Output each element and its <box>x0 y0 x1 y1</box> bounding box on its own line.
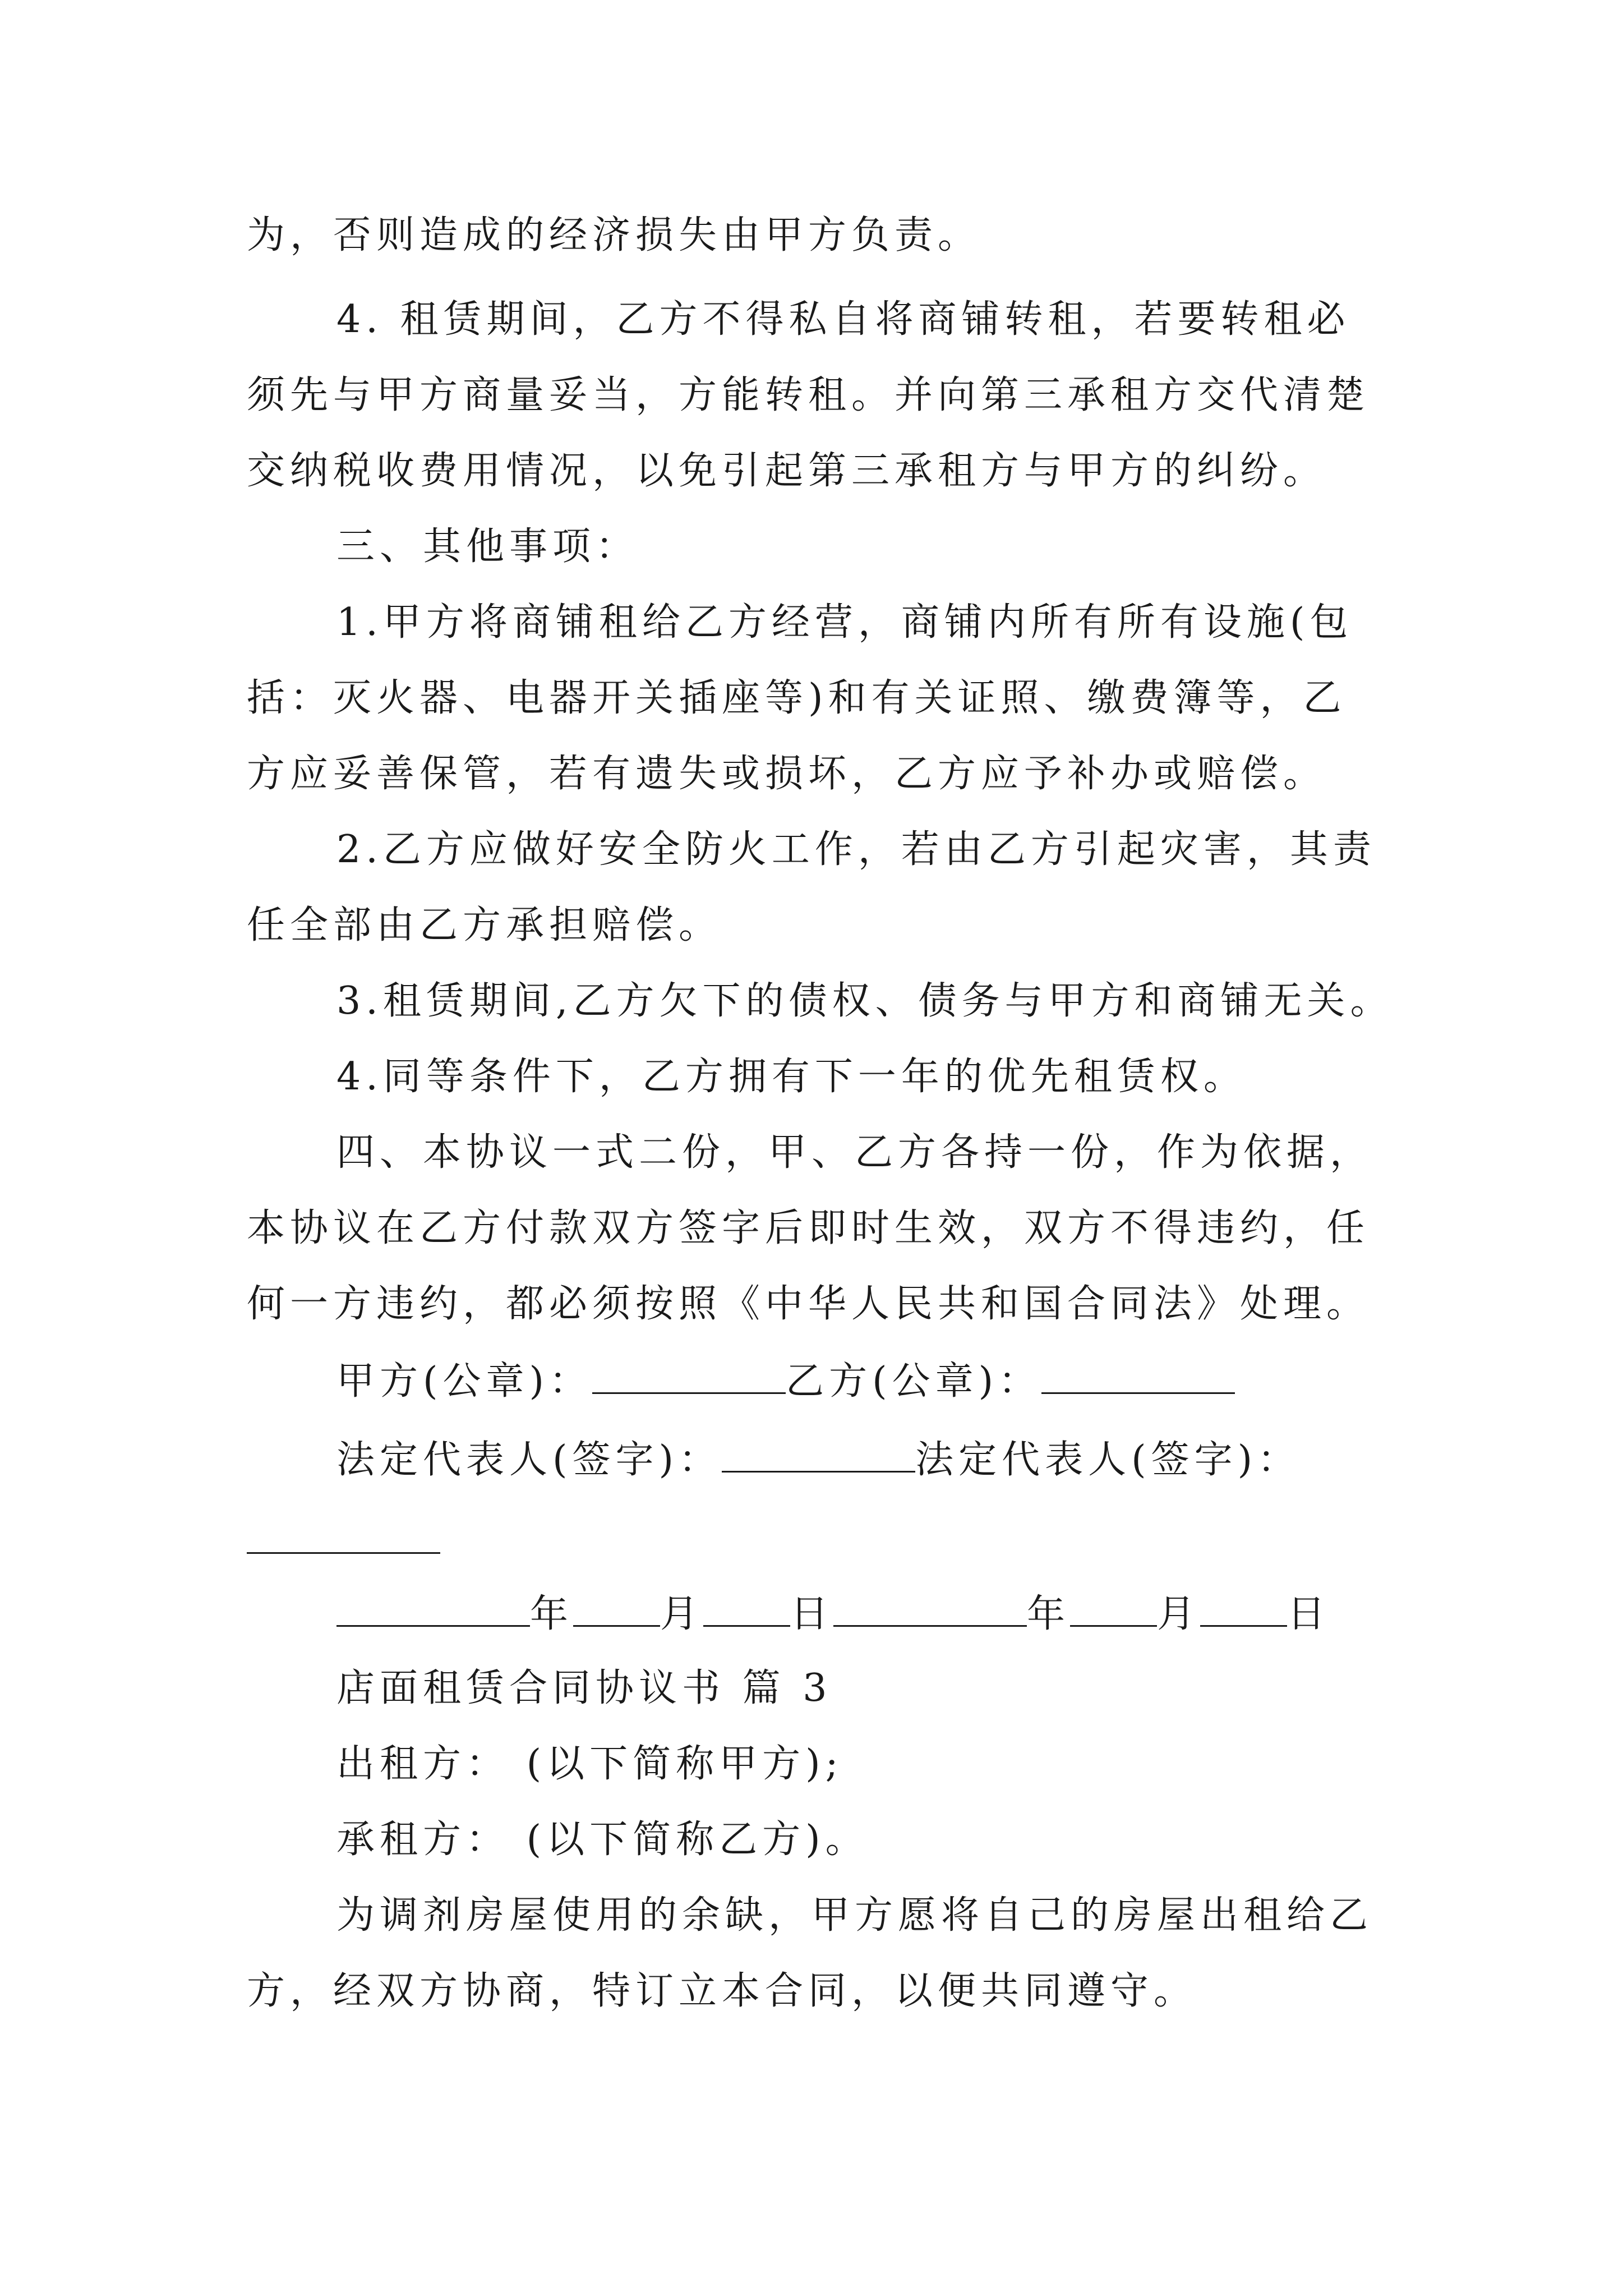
rep-a-blank <box>722 1436 915 1473</box>
rep-b-label: 法定代表人(签字)： <box>915 1438 1301 1482</box>
paragraph-line: 方应妥善保管，若有遗失或损坏，乙方应予补办或赔偿。 <box>247 752 1327 796</box>
day-label: 日 <box>790 1592 834 1636</box>
seal-line <box>336 1358 1235 1404</box>
year-blank <box>336 1590 530 1627</box>
section-title: 店面租赁合同协议书 篇 3 <box>336 1666 832 1710</box>
party-a-seal-blank <box>592 1358 786 1394</box>
month-label: 月 <box>1157 1592 1201 1636</box>
rep-b-blank <box>247 1517 440 1554</box>
party-b-seal-blank <box>1041 1358 1235 1394</box>
year-blank <box>833 1590 1027 1627</box>
paragraph-line: 四、本协议一式二份，甲、乙方各持一份，作为依据， <box>336 1130 1373 1175</box>
rep-b-blank-line <box>247 1517 440 1564</box>
month-blank <box>1070 1590 1157 1627</box>
date-line <box>336 1590 1330 1637</box>
year-label: 年 <box>530 1592 574 1636</box>
rep-a-label: 法定代表人(签字)： <box>336 1438 722 1482</box>
section-heading: 三、其他事项： <box>336 524 639 569</box>
lessee-line: 承租方： (以下简称乙方)。 <box>336 1818 869 1862</box>
paragraph-line: 为调剂房屋使用的余缺，甲方愿将自己的房屋出租给乙 <box>336 1893 1373 1938</box>
paragraph-line: 交纳税收费用情况，以免引起第三承租方与甲方的纠纷。 <box>247 449 1327 493</box>
paragraph-line: 方，经双方协商，特订立本合同，以便共同遵守。 <box>247 1969 1197 2013</box>
year-label: 年 <box>1027 1592 1071 1636</box>
representative-line <box>336 1436 1301 1483</box>
paragraph-line: 4.同等条件下，乙方拥有下一年的优先租赁权。 <box>336 1055 1247 1099</box>
day-blank <box>1200 1590 1287 1627</box>
paragraph-line: 何一方违约，都必须按照《中华人民共和国合同法》处理。 <box>247 1282 1370 1326</box>
paragraph-line: 本协议在乙方付款双方签字后即时生效，双方不得违约，任 <box>247 1206 1370 1250</box>
party-b-seal-label: 乙方(公章)： <box>786 1359 1042 1404</box>
paragraph-line: 任全部由乙方承担赔偿。 <box>247 903 722 947</box>
paragraph-line: 为，否则造成的经济损失由甲方负责。 <box>247 213 981 257</box>
paragraph-line: 须先与甲方商量妥当，方能转租。并向第三承租方交代清楚 <box>247 373 1370 417</box>
paragraph-line: 3.租赁期间,乙方欠下的债权、债务与甲方和商铺无关。 <box>336 979 1394 1023</box>
lessor-line: 出租方： (以下简称甲方); <box>336 1742 843 1786</box>
paragraph-line: 括：灭火器、电器开关插座等)和有关证照、缴费簿等，乙 <box>247 676 1347 720</box>
party-a-seal-label: 甲方(公章)： <box>336 1359 593 1404</box>
day-label: 日 <box>1287 1592 1331 1636</box>
month-blank <box>573 1590 660 1627</box>
month-label: 月 <box>660 1592 704 1636</box>
paragraph-line: 2.乙方应做好安全防火工作，若由乙方引起灾害，其责 <box>336 827 1376 872</box>
day-blank <box>703 1590 790 1627</box>
paragraph-line: 1.甲方将商铺租给乙方经营，商铺内所有所有设施(包 <box>336 600 1353 645</box>
paragraph-line: 4. 租赁期间，乙方不得私自将商铺转租，若要转租必 <box>336 297 1350 342</box>
